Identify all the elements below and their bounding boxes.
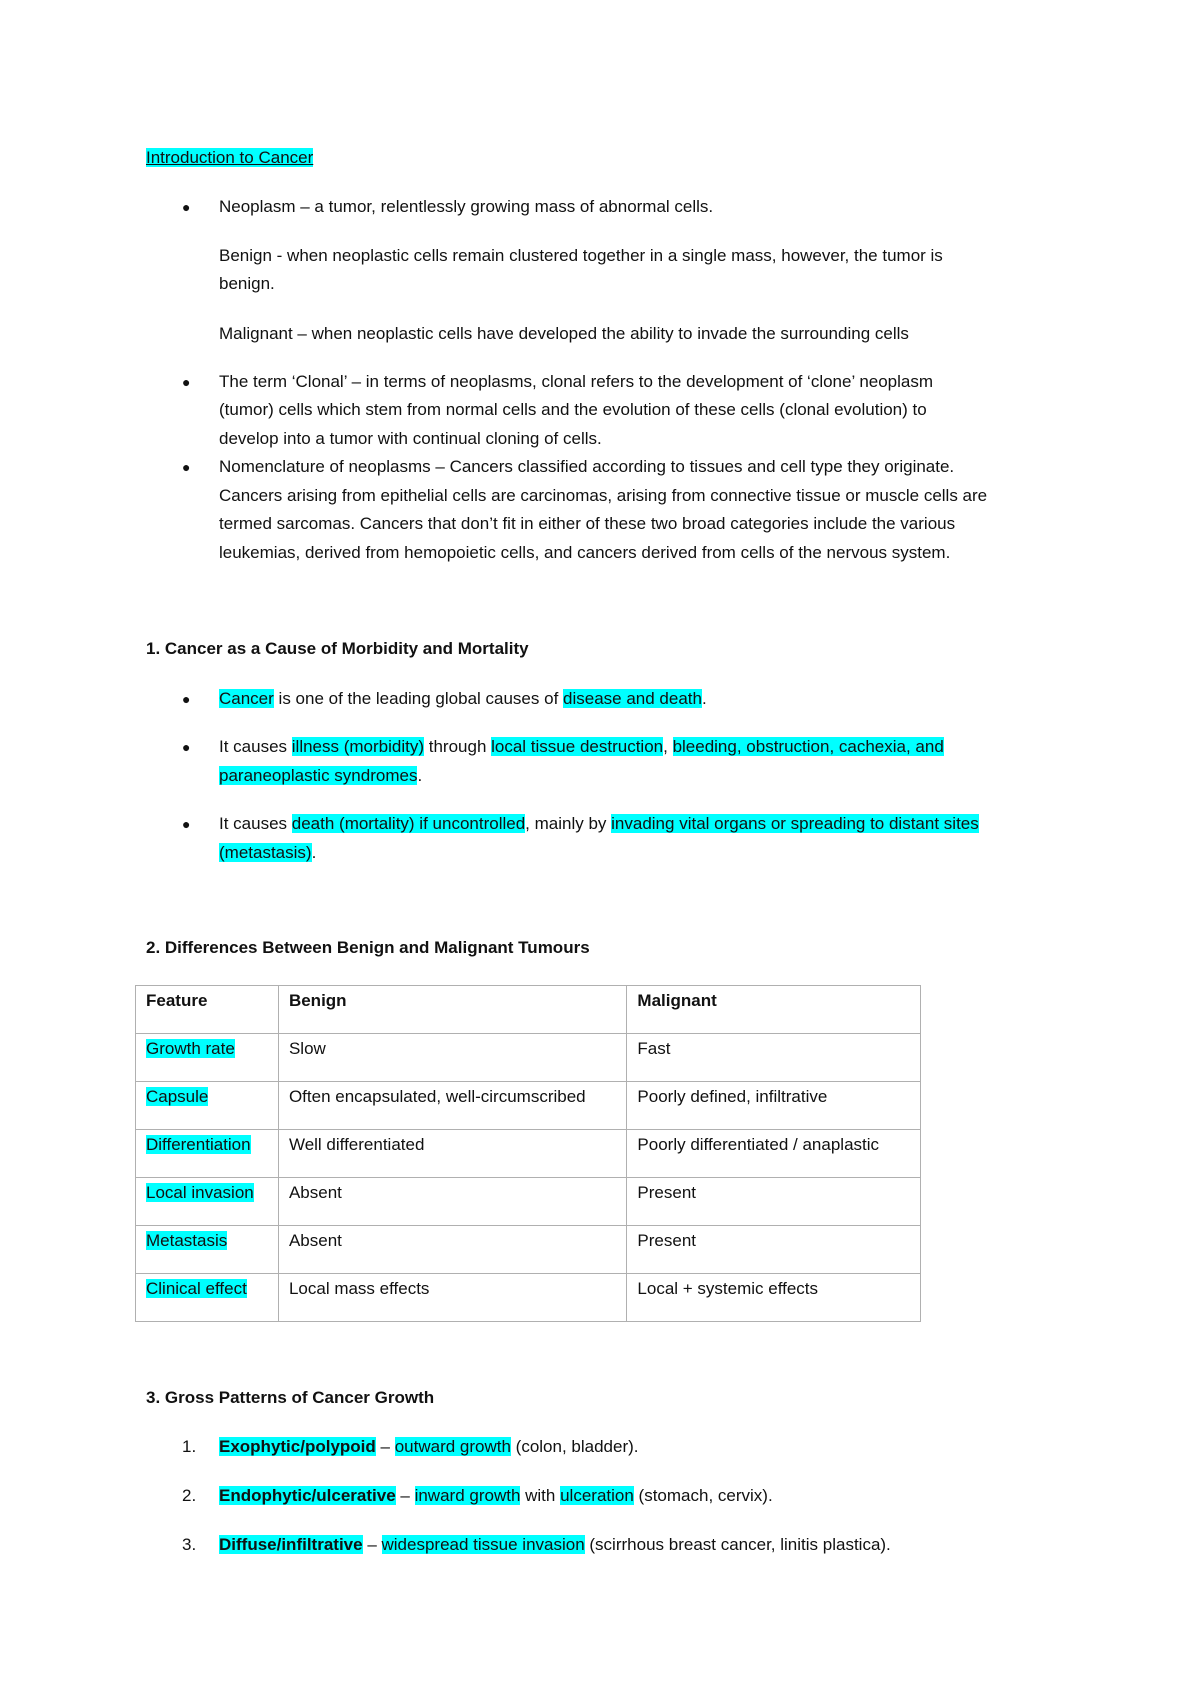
table-cell-benign: Absent	[278, 1178, 626, 1226]
table-row	[136, 1226, 921, 1274]
table-cell-malignant: Poorly defined, infiltrative	[627, 1082, 921, 1130]
section1-heading: 1. Cancer as a Cause of Morbidity and Mortality	[146, 639, 529, 658]
table-cell-feature: Capsule	[136, 1082, 279, 1130]
header-benign: Benign	[278, 986, 626, 1034]
list-number: 2.	[182, 1486, 197, 1505]
table-cell-malignant: Local + systemic effects	[627, 1274, 921, 1322]
header-malignant: Malignant	[627, 986, 921, 1034]
s3-item1: Exophytic/polypoid – outward growth (colon, bladder).	[219, 1437, 639, 1456]
intro-clonal-line3: develop into a tumor with continual cloning of cells.	[219, 429, 602, 448]
intro-clonal-line2: (tumor) cells which stem from normal cells and the evolution of these cells (clonal evolution) to	[219, 400, 927, 419]
section2-heading: 2. Differences Between Benign and Malignant Tumours	[146, 938, 590, 957]
comparison-table	[135, 985, 921, 1322]
table-cell-benign: Often encapsulated, well-circumscribed	[278, 1082, 626, 1130]
table-cell-benign: Well differentiated	[278, 1130, 626, 1178]
s1-point2-line1: It causes illness (morbidity) through local tissue destruction, bleeding, obstruction, cachexia, and	[219, 737, 944, 756]
table-cell-feature: Growth rate	[136, 1034, 279, 1082]
header-feature: Feature	[136, 986, 279, 1034]
intro-benign-line1: Benign - when neoplastic cells remain clustered together in a single mass, however, the tumor is	[219, 246, 943, 265]
table-cell-feature: Metastasis	[136, 1226, 279, 1274]
intro-nomen-line3: termed sarcomas. Cancers that don’t fit in either of these two broad categories include the various	[219, 514, 956, 533]
table-header-row	[136, 986, 921, 1034]
intro-malignant: Malignant – when neoplastic cells have developed the ability to invade the surrounding cells	[219, 324, 909, 343]
intro-nomen-line2: Cancers arising from epithelial cells are carcinomas, arising from connective tissue or muscle cells are	[219, 486, 988, 505]
table-cell-feature: Local invasion	[136, 1178, 279, 1226]
bullet-icon: ●	[182, 816, 191, 832]
section3-heading: 3. Gross Patterns of Cancer Growth	[146, 1388, 435, 1407]
intro-clonal-line1: The term ‘Clonal’ – in terms of neoplasms, clonal refers to the development of ‘clone’ neoplasm	[219, 372, 934, 391]
intro-nomen-line4: leukemias, derived from hemopoietic cells, and cancers derived from cells of the nervous system.	[219, 543, 951, 562]
intro-benign-line2: benign.	[219, 274, 275, 293]
table-row	[136, 1130, 921, 1178]
table-row	[136, 1034, 921, 1082]
s1-point2-line2: paraneoplastic syndromes.	[219, 766, 423, 785]
s1-point3-line2: (metastasis).	[219, 843, 317, 862]
table-row	[136, 1178, 921, 1226]
bullet-icon: ●	[182, 459, 191, 475]
table-cell-malignant: Fast	[627, 1034, 921, 1082]
bullet-icon: ●	[182, 374, 191, 390]
table-cell-benign: Slow	[278, 1034, 626, 1082]
s3-item2: Endophytic/ulcerative – inward growth with ulceration (stomach, cervix).	[219, 1486, 773, 1505]
s1-point1: Cancer is one of the leading global causes of disease and death.	[219, 689, 707, 708]
s1-point3-line1: It causes death (mortality) if uncontrolled, mainly by invading vital organs or spreading to distant sites	[219, 814, 979, 833]
bullet-icon: ●	[182, 199, 191, 215]
intro-neoplasm: Neoplasm – a tumor, relentlessly growing mass of abnormal cells.	[219, 197, 714, 216]
table-cell-benign: Absent	[278, 1226, 626, 1274]
list-number: 3.	[182, 1535, 197, 1554]
table-row	[136, 1082, 921, 1130]
table-row	[136, 1274, 921, 1322]
table-cell-malignant: Present	[627, 1226, 921, 1274]
intro-title: Introduction to Cancer	[146, 148, 314, 167]
table-cell-feature: Clinical effect	[136, 1274, 279, 1322]
intro-nomen-line1: Nomenclature of neoplasms – Cancers classified according to tissues and cell type they originate.	[219, 457, 955, 476]
table-cell-malignant: Present	[627, 1178, 921, 1226]
list-number: 1.	[182, 1437, 197, 1456]
bullet-icon: ●	[182, 739, 191, 755]
table-cell-benign: Local mass effects	[278, 1274, 626, 1322]
table-cell-malignant: Poorly differentiated / anaplastic	[627, 1130, 921, 1178]
table-cell-feature: Differentiation	[136, 1130, 279, 1178]
s3-item3: Diffuse/infiltrative – widespread tissue invasion (scirrhous breast cancer, linitis plastica).	[219, 1535, 891, 1554]
bullet-icon: ●	[182, 691, 191, 707]
